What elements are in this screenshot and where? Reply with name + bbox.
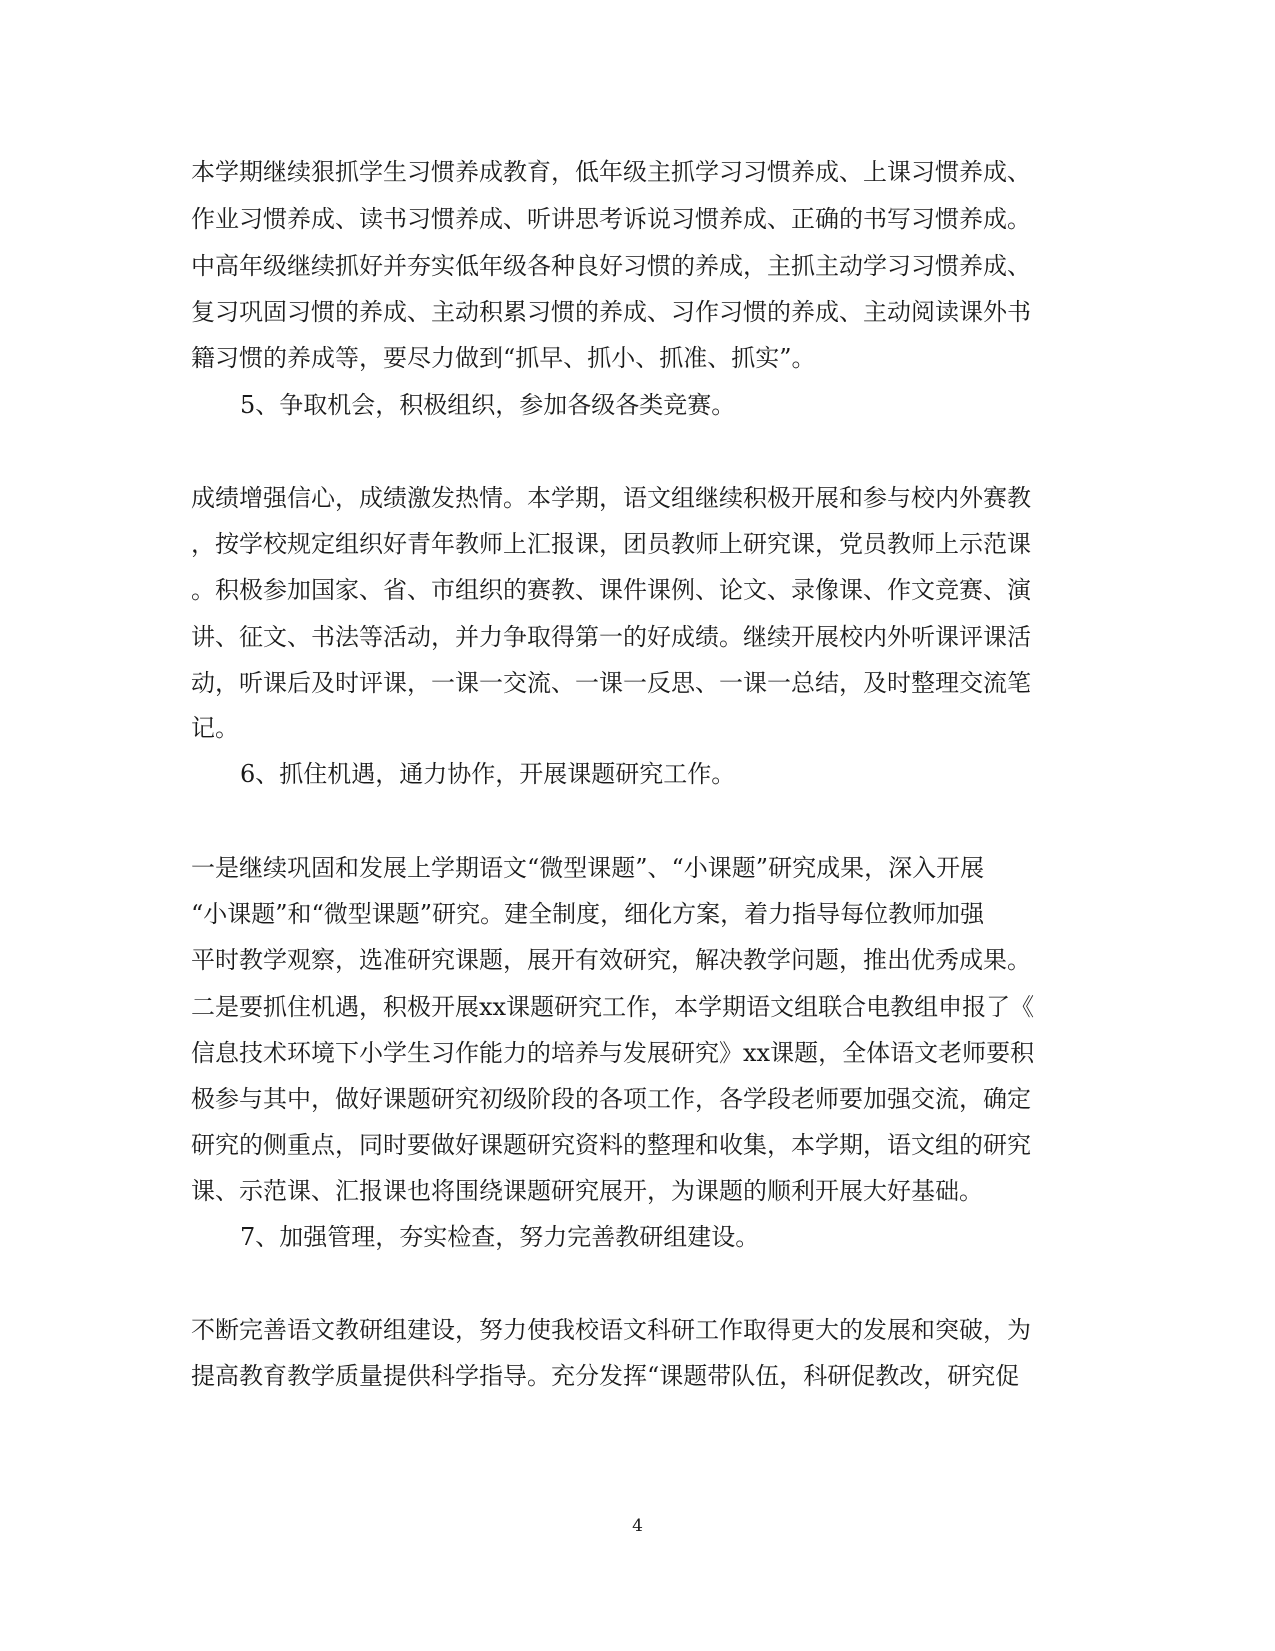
paragraph-line: 成绩增强信心，成绩激发热情。本学期，语文组继续积极开展和参与校内外赛教: [191, 484, 1031, 512]
section-heading: 5、争取机会，积极组织，参加各级各类竞赛。: [240, 391, 736, 419]
section-heading: 6、抓住机遇，通力协作，开展课题研究工作。: [240, 760, 736, 788]
paragraph-line: 籍习惯的养成等，要尽力做到“抓早、抓小、抓准、抓实”。: [191, 344, 816, 372]
paragraph-line: 讲、征文、书法等活动，并力争取得第一的好成绩。继续开展校内外听课评课活: [191, 623, 1031, 651]
paragraph-line: 记。: [191, 714, 239, 742]
page-number: 4: [632, 1516, 643, 1536]
paragraph-line: “小课题”和“微型课题”研究。建全制度，细化方案，着力指导每位教师加强: [191, 900, 985, 928]
paragraph-line: ，按学校规定组织好青年教师上汇报课，团员教师上研究课，党员教师上示范课: [191, 530, 1031, 558]
paragraph-line: 中高年级继续抓好并夯实低年级各种良好习惯的养成，主抓主动学习习惯养成、: [191, 252, 1031, 280]
section-heading: 7、加强管理，夯实检查，努力完善教研组建设。: [240, 1223, 760, 1251]
paragraph-line: 提高教育教学质量提供科学指导。充分发挥“课题带队伍，科研促教改，研究促: [191, 1362, 1020, 1390]
paragraph-line: 复习巩固习惯的养成、主动积累习惯的养成、习作习惯的养成、主动阅读课外书: [191, 298, 1031, 326]
paragraph-line: 不断完善语文教研组建设，努力使我校语文科研工作取得更大的发展和突破，为: [191, 1316, 1031, 1344]
paragraph-line: 动，听课后及时评课，一课一交流、一课一反思、一课一总结，及时整理交流笔: [191, 669, 1031, 697]
paragraph-line: 二是要抓住机遇，积极开展xx课题研究工作，本学期语文组联合电教组申报了《: [191, 993, 1035, 1021]
paragraph-line: 极参与其中，做好课题研究初级阶段的各项工作，各学段老师要加强交流，确定: [191, 1085, 1031, 1113]
paragraph-line: 课、示范课、汇报课也将围绕课题研究展开，为课题的顺利开展大好基础。: [191, 1177, 983, 1205]
paragraph-line: 一是继续巩固和发展上学期语文“微型课题”、“小课题”研究成果，深入开展: [191, 854, 985, 882]
paragraph-line: 作业习惯养成、读书习惯养成、听讲思考诉说习惯养成、正确的书写习惯养成。: [191, 205, 1031, 233]
paragraph-line: 平时教学观察，选准研究课题，展开有效研究，解决教学问题，推出优秀成果。: [191, 946, 1031, 974]
paragraph-line: 。积极参加国家、省、市组织的赛教、课件课例、论文、录像课、作文竞赛、演: [191, 576, 1031, 604]
paragraph-line: 研究的侧重点，同时要做好课题研究资料的整理和收集，本学期，语文组的研究: [191, 1131, 1031, 1159]
paragraph-line: 信息技术环境下小学生习作能力的培养与发展研究》xx课题，全体语文老师要积: [191, 1039, 1035, 1067]
paragraph-line: 本学期继续狠抓学生习惯养成教育，低年级主抓学习习惯养成、上课习惯养成、: [191, 158, 1031, 186]
